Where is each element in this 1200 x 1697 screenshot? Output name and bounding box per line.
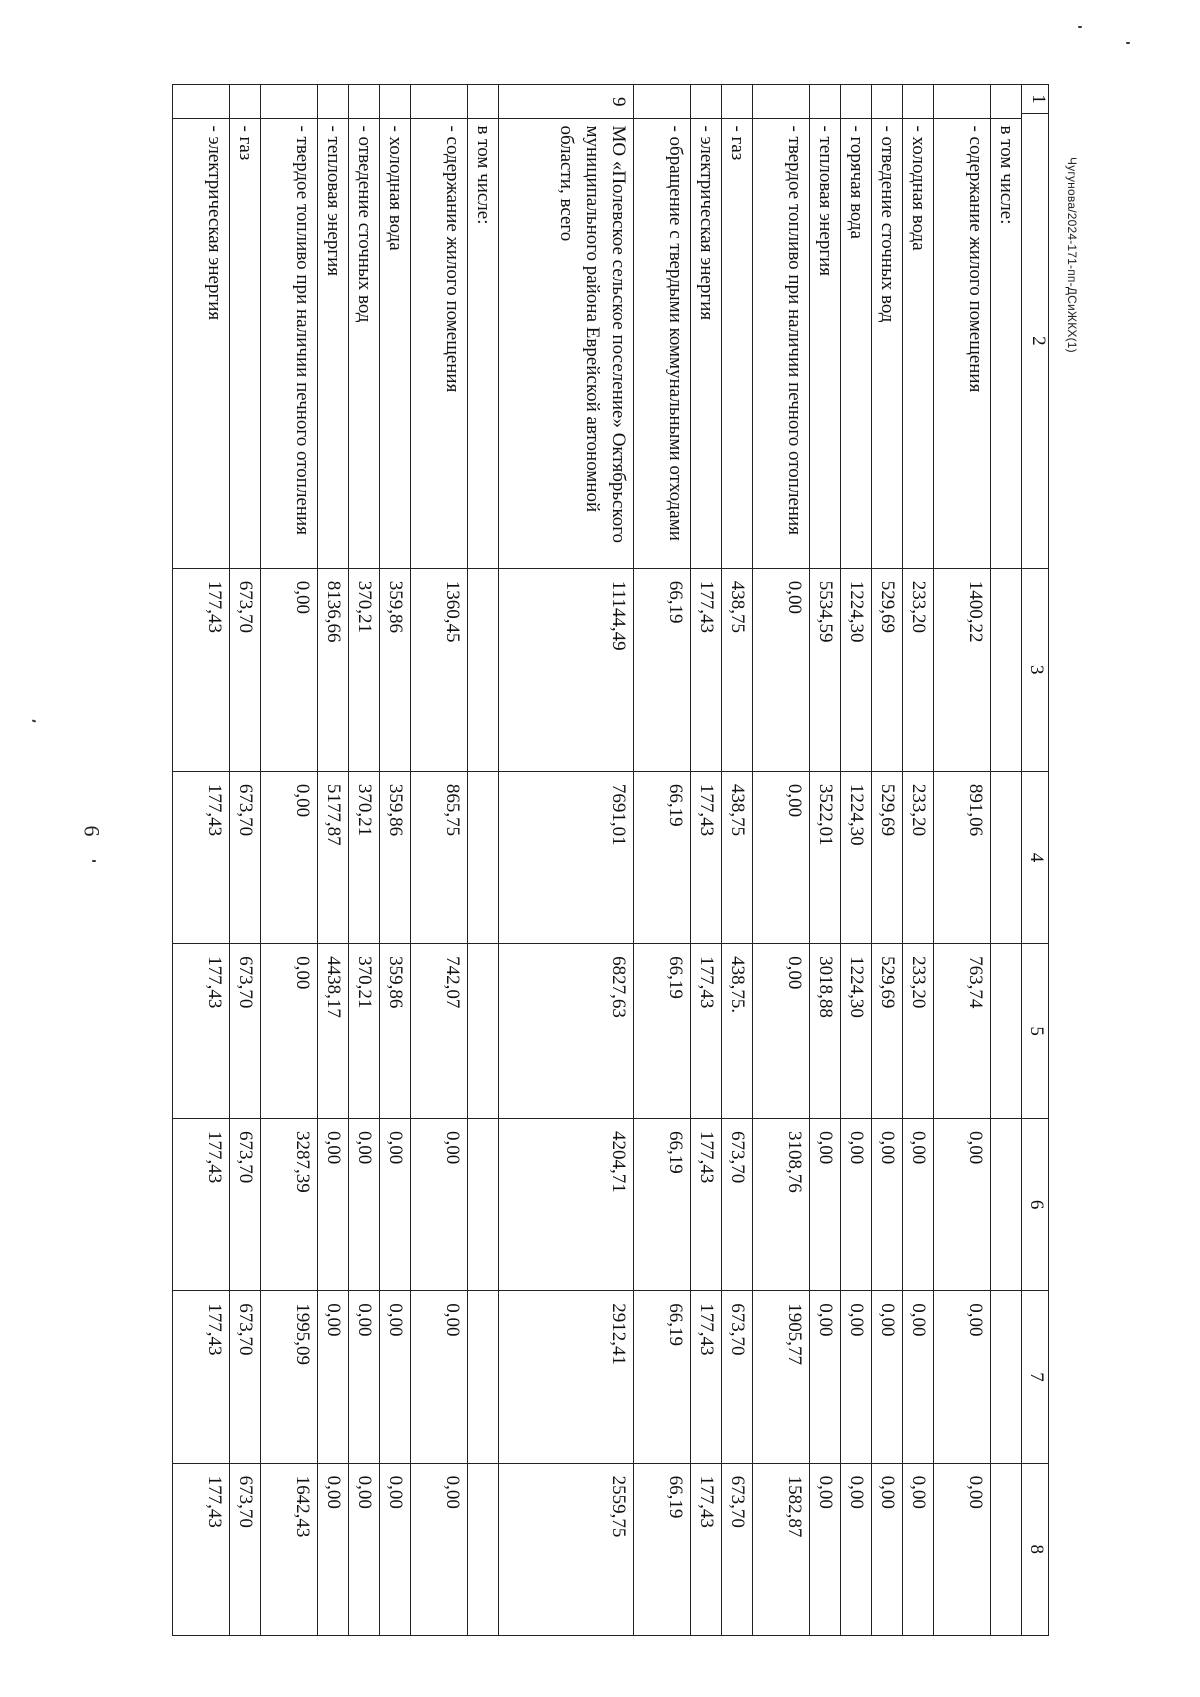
row-index-cell [230, 85, 261, 119]
value-cell-col3: 177,43 [691, 568, 722, 771]
value-cell-col6: 0,00 [934, 1118, 991, 1290]
document-reference: Чугунова/2024-171-пп-ДСиЖКХ(1) [1065, 157, 1079, 353]
row-name-cell: МО «Полевское сельское поселение» Октябрьского муниципального района Еврейской автономной области, всего [499, 119, 634, 568]
row-index-cell [634, 85, 691, 119]
row-name-cell: - содержание жилого помещения [411, 119, 468, 568]
value-cell-col6: 177,43 [173, 1118, 230, 1290]
value-cell-col8: 1642,43 [261, 1463, 318, 1635]
row-index-cell [318, 85, 349, 119]
row-index-cell [753, 85, 810, 119]
row-name-cell: - тепловая энергия [810, 119, 841, 568]
value-cell-col5: 529,69 [872, 944, 903, 1119]
value-cell-col5: 177,43 [691, 944, 722, 1119]
row-name-cell: - электрическая энергия [691, 119, 722, 568]
table-row [261, 85, 318, 1636]
row-index-cell [349, 85, 380, 119]
value-cell-col3: 1360,45 [411, 568, 468, 771]
table-row [841, 85, 872, 1636]
value-cell-col5: 6827,63 [499, 944, 634, 1119]
tariff-table-container [177, 84, 1049, 1636]
value-cell-col6: 0,00 [411, 1118, 468, 1290]
value-cell-col4: 177,43 [173, 771, 230, 943]
table-row [318, 85, 349, 1636]
table-row [872, 85, 903, 1636]
value-cell-col4 [468, 771, 499, 943]
table-row [230, 85, 261, 1636]
row-index-cell [810, 85, 841, 119]
value-cell-col4: 7691,01 [499, 771, 634, 943]
value-cell-col4: 891,06 [934, 771, 991, 943]
page-number: 6 [79, 825, 105, 837]
row-name-cell: - тепловая энергия [318, 119, 349, 568]
value-cell-col8: 0,00 [411, 1463, 468, 1635]
value-cell-col7: 2912,41 [499, 1291, 634, 1463]
value-cell-col8: 2559,75 [499, 1463, 634, 1635]
value-cell-col8: 0,00 [841, 1463, 872, 1635]
value-cell-col6: 3108,76 [753, 1118, 810, 1290]
value-cell-col8: 177,43 [173, 1463, 230, 1635]
row-index-cell [934, 85, 991, 119]
value-cell-col4 [991, 771, 1022, 943]
table-row [991, 85, 1022, 1636]
row-name-cell: - обращение с твердыми коммунальными отходами [634, 119, 691, 568]
value-cell-col5: 370,21 [349, 944, 380, 1119]
value-cell-col3: 66,19 [634, 568, 691, 771]
value-cell-col5: 438,75. [722, 944, 753, 1119]
value-cell-col5 [991, 944, 1022, 1119]
value-cell-col8: 673,70 [722, 1463, 753, 1635]
value-cell-col7: 177,43 [173, 1291, 230, 1463]
table-row [903, 85, 934, 1636]
header-cell-6: 6 [1022, 1118, 1049, 1290]
value-cell-col8: 0,00 [810, 1463, 841, 1635]
value-cell-col7: 66,19 [634, 1291, 691, 1463]
value-cell-col5: 0,00 [261, 944, 318, 1119]
value-cell-col3: 1224,30 [841, 568, 872, 771]
table-row [722, 85, 753, 1636]
table-row [468, 85, 499, 1636]
value-cell-col4: 359,86 [380, 771, 411, 943]
value-cell-col4: 5177,87 [318, 771, 349, 943]
table-row [499, 85, 634, 1636]
value-cell-col4: 438,75 [722, 771, 753, 943]
table-row [380, 85, 411, 1636]
value-cell-col7: 0,00 [934, 1291, 991, 1463]
row-index-cell [261, 85, 318, 119]
value-cell-col3: 529,69 [872, 568, 903, 771]
value-cell-col4: 0,00 [261, 771, 318, 943]
table-row [691, 85, 722, 1636]
value-cell-col6: 0,00 [872, 1118, 903, 1290]
scan-speck [1126, 42, 1130, 44]
table-row [349, 85, 380, 1636]
row-index-cell [872, 85, 903, 119]
value-cell-col8: 0,00 [349, 1463, 380, 1635]
header-cell-5: 5 [1022, 944, 1049, 1119]
value-cell-col5: 359,86 [380, 944, 411, 1119]
value-cell-col6: 0,00 [810, 1118, 841, 1290]
value-cell-col6: 0,00 [380, 1118, 411, 1290]
table-header-row [1022, 85, 1049, 1636]
scan-speck [1078, 26, 1082, 28]
row-index-cell [468, 85, 499, 119]
value-cell-col7: 0,00 [318, 1291, 349, 1463]
value-cell-col5 [468, 944, 499, 1119]
value-cell-col6 [468, 1118, 499, 1290]
value-cell-col7: 1995,09 [261, 1291, 318, 1463]
value-cell-col8: 1582,87 [753, 1463, 810, 1635]
value-cell-col3: 1400,22 [934, 568, 991, 771]
row-name-cell: - содержание жилого помещения [934, 119, 991, 568]
value-cell-col6: 0,00 [841, 1118, 872, 1290]
table-row [173, 85, 230, 1636]
value-cell-col7: 0,00 [841, 1291, 872, 1463]
value-cell-col3: 233,20 [903, 568, 934, 771]
value-cell-col7: 0,00 [349, 1291, 380, 1463]
header-cell-4: 4 [1022, 771, 1049, 943]
header-cell [1022, 85, 1049, 569]
table-row [810, 85, 841, 1636]
value-cell-col3: 177,43 [173, 568, 230, 771]
header-cell-8: 8 [1022, 1463, 1049, 1635]
value-cell-col5: 3018,88 [810, 944, 841, 1119]
value-cell-col6: 4204,71 [499, 1118, 634, 1290]
value-cell-col4: 673,70 [230, 771, 261, 943]
value-cell-col7: 1905,77 [753, 1291, 810, 1463]
row-name-cell: - отведение сточных вод [872, 119, 903, 568]
value-cell-col6: 66,19 [634, 1118, 691, 1290]
row-name-cell: - газ [722, 119, 753, 568]
value-cell-col3: 0,00 [753, 568, 810, 771]
value-cell-col4: 233,20 [903, 771, 934, 943]
row-index-cell: 9 [499, 85, 634, 119]
value-cell-col7: 0,00 [872, 1291, 903, 1463]
value-cell-col5: 177,43 [173, 944, 230, 1119]
value-cell-col8: 0,00 [872, 1463, 903, 1635]
value-cell-col4: 370,21 [349, 771, 380, 943]
value-cell-col7 [991, 1291, 1022, 1463]
row-index-cell [691, 85, 722, 119]
table-row [934, 85, 991, 1636]
row-name-cell: - холодная вода [903, 119, 934, 568]
row-name-cell: в том числе: [991, 119, 1022, 568]
row-index-cell [991, 85, 1022, 119]
value-cell-col3 [991, 568, 1022, 771]
row-index-cell [411, 85, 468, 119]
row-name-cell: - газ [230, 119, 261, 568]
value-cell-col5: 0,00 [753, 944, 810, 1119]
value-cell-col4: 177,43 [691, 771, 722, 943]
value-cell-col7 [468, 1291, 499, 1463]
value-cell-col8: 0,00 [318, 1463, 349, 1635]
row-name-cell: - горячая вода [841, 119, 872, 568]
scan-speck [92, 860, 96, 862]
table-body [173, 85, 1022, 1636]
table-row [634, 85, 691, 1636]
value-cell-col6: 673,70 [230, 1118, 261, 1290]
value-cell-col7: 0,00 [903, 1291, 934, 1463]
row-name-cell: - твердое топливо при наличии печного отопления [753, 119, 810, 568]
value-cell-col7: 673,70 [722, 1291, 753, 1463]
row-index-cell [722, 85, 753, 119]
value-cell-col4: 66,19 [634, 771, 691, 943]
value-cell-col8: 0,00 [380, 1463, 411, 1635]
value-cell-col3: 8136,66 [318, 568, 349, 771]
value-cell-col8: 673,70 [230, 1463, 261, 1635]
header-cell-2: 2 [1028, 336, 1049, 346]
value-cell-col3: 438,75 [722, 568, 753, 771]
value-cell-col5: 742,07 [411, 944, 468, 1119]
value-cell-col7: 177,43 [691, 1291, 722, 1463]
value-cell-col8: 0,00 [903, 1463, 934, 1635]
value-cell-col3 [468, 568, 499, 771]
header-cell-1: 1 [1022, 85, 1048, 114]
value-cell-col3: 359,86 [380, 568, 411, 771]
value-cell-col4: 529,69 [872, 771, 903, 943]
value-cell-col3: 0,00 [261, 568, 318, 771]
row-name-cell: в том числе: [468, 119, 499, 568]
value-cell-col3: 11144,49 [499, 568, 634, 771]
value-cell-col4: 1224,30 [841, 771, 872, 943]
value-cell-col6: 0,00 [903, 1118, 934, 1290]
value-cell-col5: 763,74 [934, 944, 991, 1119]
header-cell-7: 7 [1022, 1291, 1049, 1463]
row-index-cell [903, 85, 934, 119]
value-cell-col3: 673,70 [230, 568, 261, 771]
tariff-table [172, 84, 1049, 1636]
value-cell-col6: 673,70 [722, 1118, 753, 1290]
value-cell-col5: 233,20 [903, 944, 934, 1119]
table-row [411, 85, 468, 1636]
value-cell-col5: 1224,30 [841, 944, 872, 1119]
value-cell-col6: 0,00 [318, 1118, 349, 1290]
value-cell-col6 [991, 1118, 1022, 1290]
header-cell-3: 3 [1022, 568, 1049, 771]
value-cell-col7: 0,00 [411, 1291, 468, 1463]
value-cell-col8: 177,43 [691, 1463, 722, 1635]
value-cell-col6: 0,00 [349, 1118, 380, 1290]
value-cell-col5: 4438,17 [318, 944, 349, 1119]
row-index-cell [173, 85, 230, 119]
value-cell-col7: 0,00 [380, 1291, 411, 1463]
value-cell-col8: 0,00 [934, 1463, 991, 1635]
value-cell-col8 [468, 1463, 499, 1635]
value-cell-col8 [991, 1463, 1022, 1635]
value-cell-col5: 66,19 [634, 944, 691, 1119]
table-row [753, 85, 810, 1636]
value-cell-col7: 673,70 [230, 1291, 261, 1463]
value-cell-col5: 673,70 [230, 944, 261, 1119]
value-cell-col6: 177,43 [691, 1118, 722, 1290]
scan-speck [32, 719, 36, 722]
row-name-cell: - отведение сточных вод [349, 119, 380, 568]
value-cell-col3: 5534,59 [810, 568, 841, 771]
value-cell-col4: 865,75 [411, 771, 468, 943]
value-cell-col8: 66,19 [634, 1463, 691, 1635]
value-cell-col7: 0,00 [810, 1291, 841, 1463]
value-cell-col6: 3287,39 [261, 1118, 318, 1290]
row-index-cell [841, 85, 872, 119]
row-name-cell: - твердое топливо при наличии печного отопления [261, 119, 318, 568]
row-name-cell: - холодная вода [380, 119, 411, 568]
row-index-cell [380, 85, 411, 119]
value-cell-col3: 370,21 [349, 568, 380, 771]
value-cell-col4: 0,00 [753, 771, 810, 943]
row-name-cell: - электрическая энергия [173, 119, 230, 568]
value-cell-col4: 3522,01 [810, 771, 841, 943]
